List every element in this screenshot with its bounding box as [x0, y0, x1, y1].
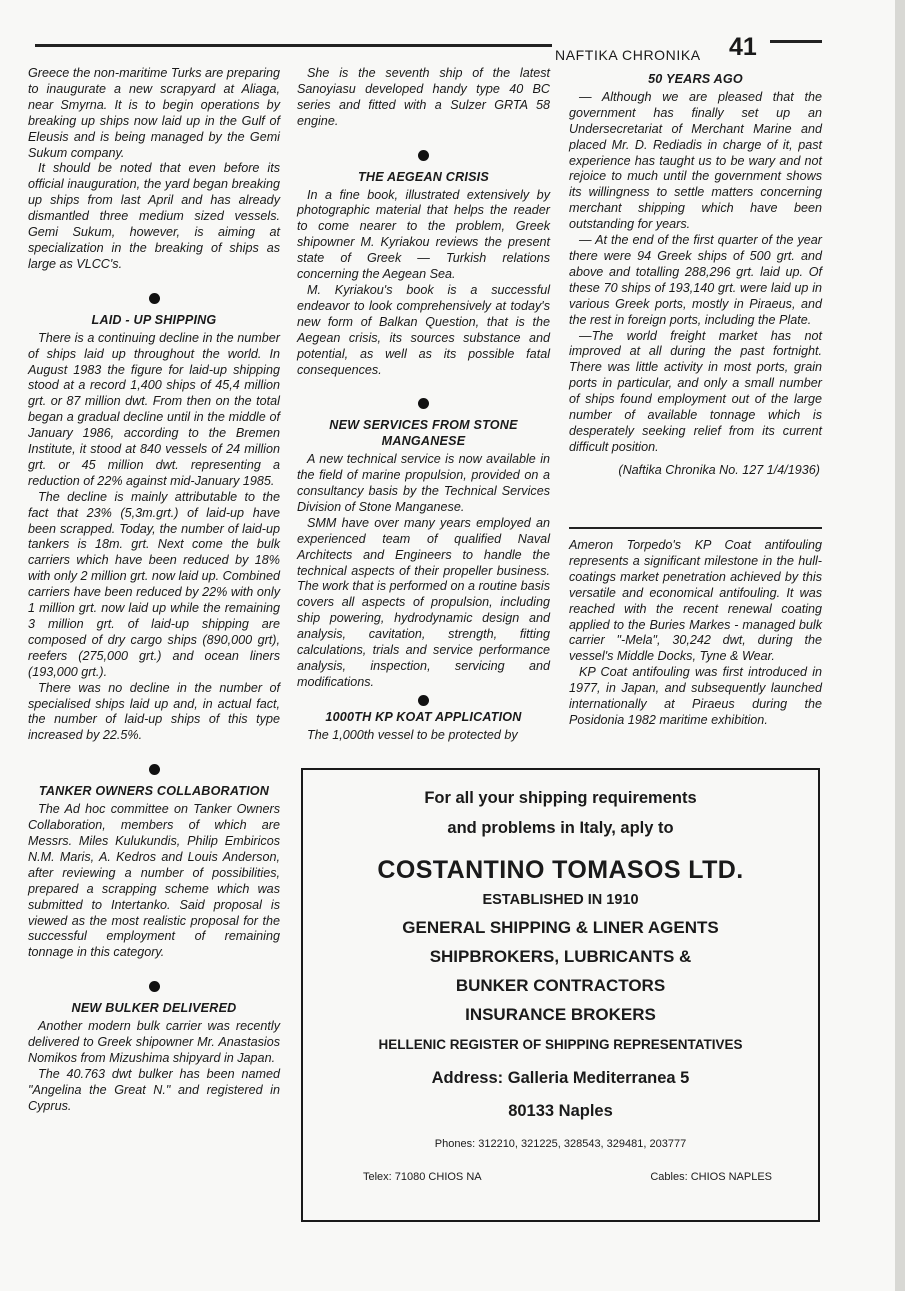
column-3-continued [569, 538, 822, 729]
paragraph: There is a continuing decline in the number of ships laid up throughout the world. In August 1983 the figure for laid-up shipping stood at a record 1,400 ships of 45,4 million grt. or 87 million dwt. From then on the total began a gradual decline until in the middle of January 1986, according to the Bremen Institute, it stood at 840 vessels of 24 million grt. or 45 million dwt. representing a reduction of 22% against mid-January 1985. [28, 330, 280, 488]
page-edge [895, 0, 905, 1291]
ad-company-name: COSTANTINO TOMASOS LTD. [377, 856, 744, 884]
paragraph: A new technical service is now available in the field of marine propulsion, provided on a consultancy basis by the Technical Services Division of Stone Manganese. [297, 452, 550, 514]
ad-service: INSURANCE BROKERS [465, 1005, 656, 1024]
ad-line-1: For all your shipping requirements [424, 789, 697, 807]
article-title-smm: NEW SERVICES FROM STONE MANGANESE [329, 418, 518, 449]
article-title-kp-koat: 1000TH KP KOAT APPLICATION [325, 709, 522, 724]
article-title-laid-up: LAID - UP SHIPPING [91, 312, 217, 327]
page-number: 41 [729, 33, 757, 61]
article-title-tanker: TANKER OWNERS COLLABORATION [38, 784, 270, 799]
masthead: NAFTIKA CHRONIKA [555, 47, 701, 63]
paragraph: —The world freight market has not improved at all during the past fortnight. There was little activity in most ports, grain ports in particular, and only a small number of ships found employment out of the large number of available tonnage which is desperately seeking relief from its current difficult position. [569, 328, 822, 454]
bullet-dot [418, 150, 429, 161]
source-citation: (Naftika Chronika No. 127 1/4/1936) [618, 462, 820, 477]
paragraph: — At the end of the first quarter of the year there were 94 Greek ships of 500 grt. and above and totalling 288,296 grt. laid up. Of these 70 ships of 193,140 grt. were laid up in various Greek ports, mostly in Piraeus, and the rest in foreign ports, including the Plate. [569, 233, 822, 327]
paragraph: In a fine book, illustrated extensively by photographic material that helps the reader to come nearer to the problem, Greek shipowner M. Kyriakou reviews the present state of Greek — Turkish relations concerning the Aegean Sea. [297, 187, 550, 282]
paragraph: The 1,000th vessel to be protected by [307, 727, 518, 742]
ad-cables: Cables: CHIOS NAPLES [650, 1171, 772, 1183]
ad-established: ESTABLISHED IN 1910 [482, 892, 639, 908]
paragraph: There was no decline in the number of specialised ships laid up and, in actual fact, the number of laid-up ships of this type increased by 22.5%. [28, 680, 280, 743]
paragraph: The 40.763 dwt bulker has been named "Angelina the Great N." and registered in Cyprus. [28, 1066, 280, 1113]
paragraph: Ameron Torpedo's KP Coat antifouling represents a significant milestone in the hull-coatings market penetration achieved by this versatile and economical antifouling. It was reached with the recent renewal coating applied to the Buries Markes - managed bulk carrier "-Mela", 30,242 dwt, during the vessel's Middle Docks, Tyne & Wear. [569, 538, 822, 664]
article-title-aegean: THE AEGEAN CRISIS [358, 169, 489, 184]
bullet-dot [149, 981, 160, 992]
ad-line-2: and problems in Italy, aply to [447, 819, 674, 837]
advertisement-box [301, 768, 820, 1222]
header-rule-right [770, 40, 822, 43]
header-rule-left [35, 44, 552, 47]
bullet-dot [418, 398, 429, 409]
ad-telex: Telex: 71080 CHIOS NA [363, 1171, 482, 1183]
bullet-dot [418, 695, 429, 706]
column-3 [569, 72, 822, 479]
paragraph: Greece the non-maritime Turks are preparing to inaugurate a new scrapyard at Aliaga, near Smyrna. It is to begin operations by breaking up ships now laid up in the Gulf of Eleusis and is being managed by the Gemi Sukum company. [28, 66, 280, 160]
paragraph: Another modern bulk carrier was recently delivered to Greek shipowner Mr. Anastasios Nomikos from Mizushima shipyard in Japan. [28, 1019, 280, 1065]
paragraph: The Ad hoc committee on Tanker Owners Collaboration, members of which are Messrs. Miles Kulukundis, Philip Embiricos N.M. Maris, A. Kedros and Louis Anderson, after reviewing a number of possibilities, prepared a scrapping scheme which was submitted to Intertanko. Said proposal is viewed as the most realistic proposal for the successful employment of remaining tonnage in this category. [28, 802, 280, 960]
ad-address: Address: Galleria Mediterranea 5 [431, 1069, 690, 1087]
ad-service: GENERAL SHIPPING & LINER AGENTS [402, 918, 719, 937]
ad-service: SHIPBROKERS, LUBRICANTS & [429, 947, 692, 966]
column-divider-rule [569, 527, 822, 529]
paragraph: SMM have over many years employed an experienced team of qualified Naval Architects and Engineers to handle the technical aspects of their propeller business. The work that is performed on a routine basis covers all aspects of propulsion, including ship powering, hydrodynamic design and analysis, cavitation, strength, fitting calculations, trials and service performance analysis, inspection, servicing and modifications. [297, 515, 550, 689]
column-1 [28, 66, 280, 1115]
paragraph: — Although we are pleased that the government has finally set up an Undersecretariat of Merchant Marine and placed Mr. D. Rediadis in charge of it, past experience has taught us to be wary and not rejoice to much until the government shows its willingness to settle matters concerning merchant shipping which have been outstanding for years. [569, 89, 822, 232]
ad-phones: Phones: 312210, 321225, 328543, 329481, 203777 [434, 1138, 687, 1150]
article-title-50-years: 50 YEARS AGO [648, 72, 743, 86]
article-title-bulker: NEW BULKER DELIVERED [71, 1001, 237, 1016]
ad-city: 80133 Naples [508, 1102, 613, 1120]
paragraph: M. Kyriakou's book is a successful endeavor to look comprehensively at today's new form of Balkan Question, that is the Aegean crisis, its sources substance and potential, as well as its possible fatal consequences. [297, 282, 550, 377]
ad-service: BUNKER CONTRACTORS [455, 976, 666, 995]
bullet-dot [149, 293, 160, 304]
bullet-dot [149, 764, 160, 775]
paragraph: She is the seventh ship of the latest Sanoyiasu developed handy type 40 BC series and fitted with a Sulzer GRTA 58 engine. [297, 66, 550, 128]
paragraph: It should be noted that even before its official inauguration, the yard began breaking up ships from last April and has already dismantled three medium sized vessels. Gemi Sukum, however, is aiming at specialization in the breaking of ships as large as VLCC's. [28, 161, 280, 271]
ad-register: HELLENIC REGISTER OF SHIPPING REPRESENTATIVES [378, 1037, 743, 1052]
paragraph: The decline is mainly attributable to the fact that 23% (5,3m.grt.) of laid-up have been scrapped. Today, the number of laid-up tankers is 18m. grt. Next come the bulk carriers which have been reduced by 18% with only 2 million grt. now laid up. Combined carriers have been reduced by 22% with only 1 million grt. now laid up while the remaining 3 million grt. of laid-up shipping are composed of dry cargo ships (890,000 grt), reefers (275,000 grt.) and ocean liners (193,000 grt.). [28, 489, 280, 679]
paragraph: KP Coat antifouling was first introduced in 1977, in Japan, and subsequently launched internationally at Piraeus during the Posidonia 1982 maritime exhibition. [569, 665, 822, 727]
column-2 [297, 66, 550, 744]
